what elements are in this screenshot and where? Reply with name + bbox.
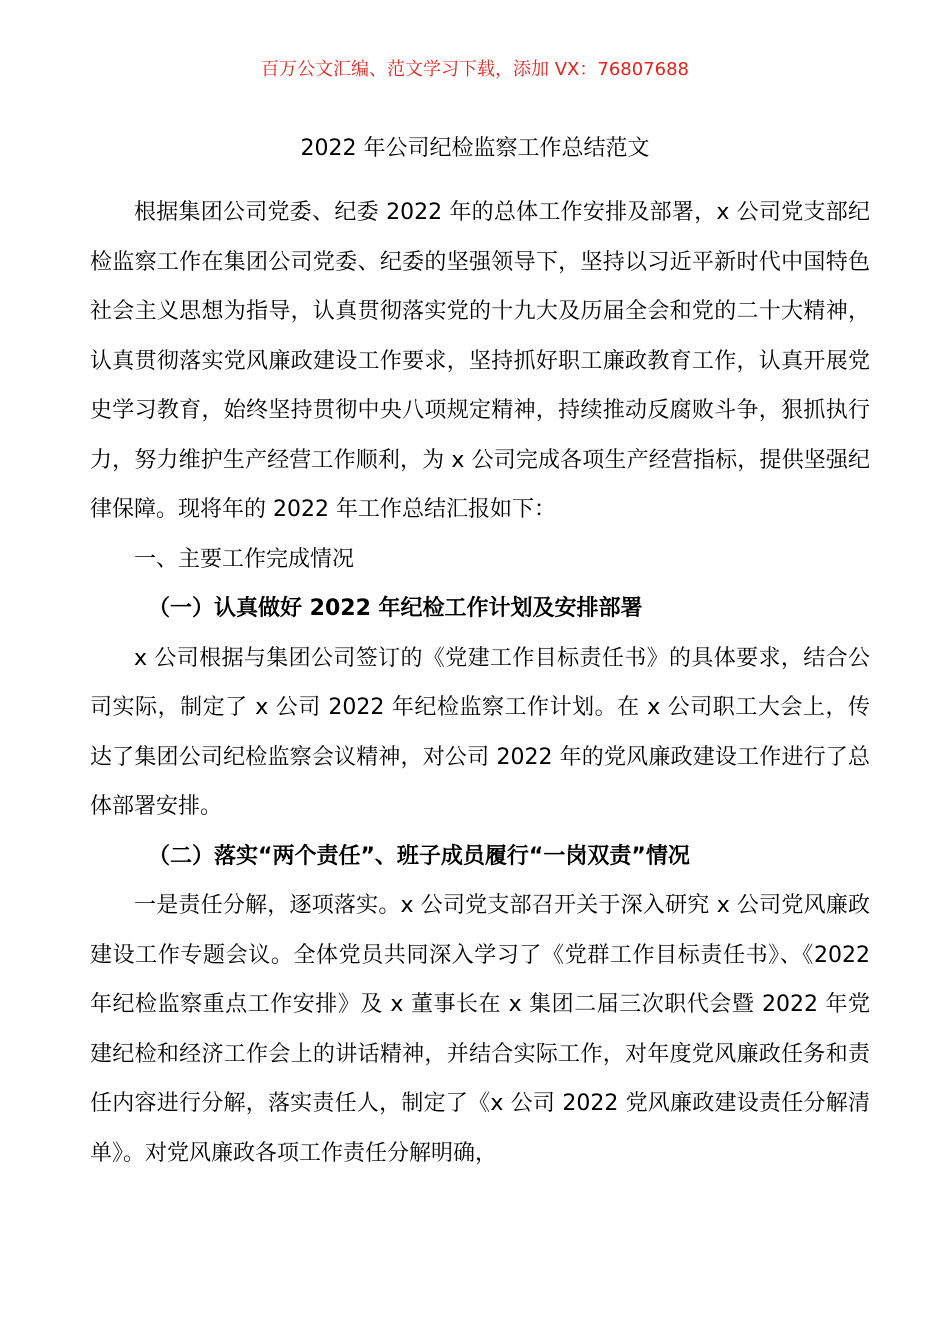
subheading-plan: （一）认真做好 2022 年纪检工作计划及安排部署 (148, 596, 643, 621)
paragraph-responsibility: 一是责任分解，逐项落实。x 公司党支部召开关于深入研究 x 公司党风廉政建设工作专题会议。全体党员共同深入学习了《党群工作目标责任书》、《2022 年纪检监察重点工作安排》及 x 董事长在 x 集团二届三次职代会暨 2022 年党建纪检和经济工作会上的讲话精神，并结合实际工作，对年度党风廉政任务和责任内容进行分解，落实责任人，制定了《x 公司 2022 党风廉政建设责任分解清单》。对党风廉政各项工作责任分解明确， (90, 893, 870, 1166)
paragraph-plan: x 公司根据与集团公司签订的《党建工作目标责任书》的具体要求，结合公司实际，制定了 x 公司 2022 年纪检监察工作计划。在 x 公司职工大会上，传达了集团公司纪检监察会议精神，对公司 2022 年的党风廉政建设工作进行了总体部署安排。 (90, 645, 870, 819)
document-title: 2022 年公司纪检监察工作总结范文 (300, 136, 650, 161)
watermark-banner: 百万公文汇编、范文学习下载，添加 VX：76807688 (261, 59, 689, 80)
subheading-responsibility: （二）落实“两个责任”、班子成员履行“一岗双责”情况 (148, 843, 690, 869)
intro-paragraph: 根据集团公司党委、纪委 2022 年的总体工作安排及部署，x 公司党支部纪检监察工作在集团公司党委、纪委的坚强领导下，坚持以习近平新时代中国特色社会主义思想为指导，认真贯彻落实党的十九大及历届全会和党的二十大精神，认真贯彻落实党风廉政建设工作要求，坚持抓好职工廉政教育工作，认真开展党史学习教育，始终坚持贯彻中央八项规定精神，持续推动反腐败斗争，狠抓执行力，努力维护生产经营工作顺利，为 x 公司完成各项生产经营指标，提供坚强纪律保障。现将年的 2022 年工作总结汇报如下： (90, 200, 870, 522)
document-body (90, 188, 870, 1178)
section-title-main-work: 一、主要工作完成情况 (134, 546, 355, 572)
